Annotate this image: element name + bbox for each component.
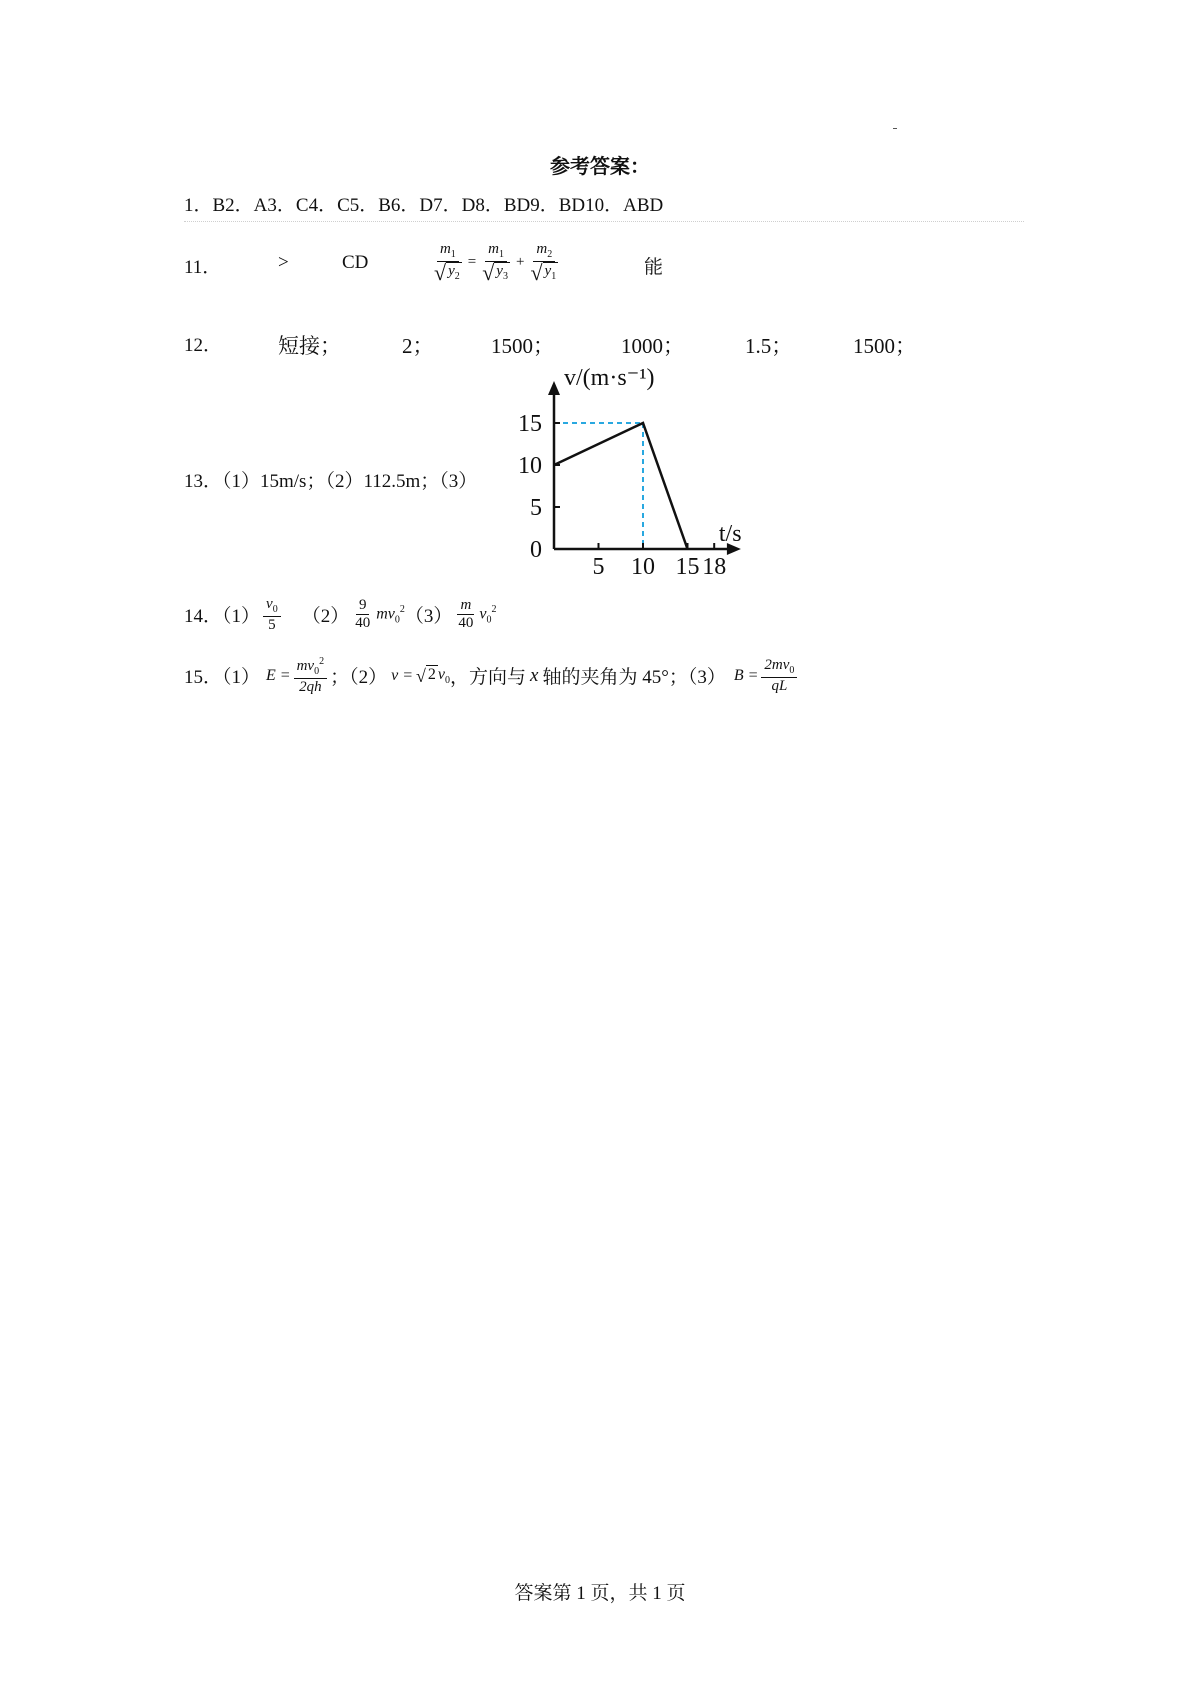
q11-plus-sign: + — [515, 253, 525, 270]
q15-frac-b: $\frac{2mv_0}{qL}$ — [761, 657, 797, 695]
y-tick-label-2: 10 — [518, 453, 542, 479]
answers-1-10: 1．B2．A3．C4．C5．B6．D7．D8．BD9．BD10．ABD — [184, 195, 664, 216]
stray-mark — [893, 128, 897, 129]
x-axis-label: t/s — [718, 521, 742, 547]
q13-text: 13．（1）15m/s；（2）112.5m；（3） — [184, 471, 478, 492]
q14-part-2: （2） — [301, 606, 350, 628]
q11-answer-2: CD — [342, 252, 369, 273]
q11-equation — [428, 241, 564, 284]
y-axis-arrow — [548, 381, 560, 395]
q14-frac-2: $\frac{9}{40}$ — [355, 597, 371, 632]
q15-direction-text-2: 轴的夹角为 45°；（3） — [542, 667, 726, 689]
q15-frac-e: $\frac{mv_0^2}{2qh}$ — [294, 656, 328, 696]
q15-row — [184, 656, 800, 696]
q14-row — [184, 596, 496, 634]
dotted-divider — [184, 221, 1024, 222]
q14-frac-3: $\frac{m}{40}$ — [458, 597, 474, 632]
q12-answer-2: 2； — [402, 334, 434, 358]
q11-answer-1: > — [278, 252, 289, 273]
q15-x-variable: x — [530, 664, 539, 686]
page-title: 参考答案： — [550, 156, 650, 178]
y-axis-label: v/(m·s⁻¹) — [564, 365, 655, 391]
q12-answer-6: 1500； — [853, 334, 916, 358]
q15-sqrt: √ 2 — [416, 665, 436, 686]
q15-e-lhs: E = — [266, 666, 291, 684]
y-tick-label-1: 5 — [530, 495, 542, 521]
q11-frac-r2: $m_2$ √ $y_1$ — [530, 241, 557, 285]
q12-answer-1: 短接； — [278, 334, 341, 358]
q11-eq-sign: = — [467, 253, 477, 270]
x-tick-label-3: 18 — [702, 554, 727, 580]
q12-answer-5: 1.5； — [745, 334, 793, 358]
x-tick-label-1: 10 — [631, 554, 655, 580]
q14-part-3: （3） — [404, 606, 453, 628]
velocity-time-graph — [500, 365, 770, 580]
q14-number: 14．（1） — [184, 606, 261, 628]
q11-frac-r1: $m_1$ √ $y_3$ — [482, 241, 508, 285]
q11-answer-4: 能 — [644, 257, 664, 278]
q12-number: 12． — [184, 335, 223, 356]
q12-answer-4: 1000； — [621, 334, 684, 358]
q15-direction-text: ，方向与 — [450, 667, 527, 689]
q11-number: 11． — [184, 257, 222, 278]
y-tick-label-0: 0 — [530, 537, 542, 563]
q14-term-2: $mv_0^2$ — [376, 604, 405, 626]
q12-answer-3: 1500； — [491, 334, 554, 358]
q15-number: 15．（1） — [184, 667, 261, 689]
q14-term-3: $v_0^2$ — [479, 604, 497, 626]
q15-v-tail: $v_0$ — [437, 665, 451, 686]
x-tick-label-0: 5 — [592, 554, 605, 580]
page-footer: 答案第 1 页，共 1 页 — [514, 1583, 686, 1604]
q11-frac-lhs: $m_1$ √ $y_2$ — [434, 241, 460, 285]
y-tick-label-3: 15 — [518, 411, 542, 437]
q15-v-lhs: v = — [391, 666, 414, 684]
q15-part-2: ；（2） — [330, 667, 388, 689]
velocity-line-0 — [554, 423, 688, 549]
q15-b-lhs: B = — [733, 666, 759, 684]
q14-frac-1: $\frac{v_0}{5}$ — [263, 596, 281, 634]
x-tick-label-2: 15 — [675, 554, 700, 580]
